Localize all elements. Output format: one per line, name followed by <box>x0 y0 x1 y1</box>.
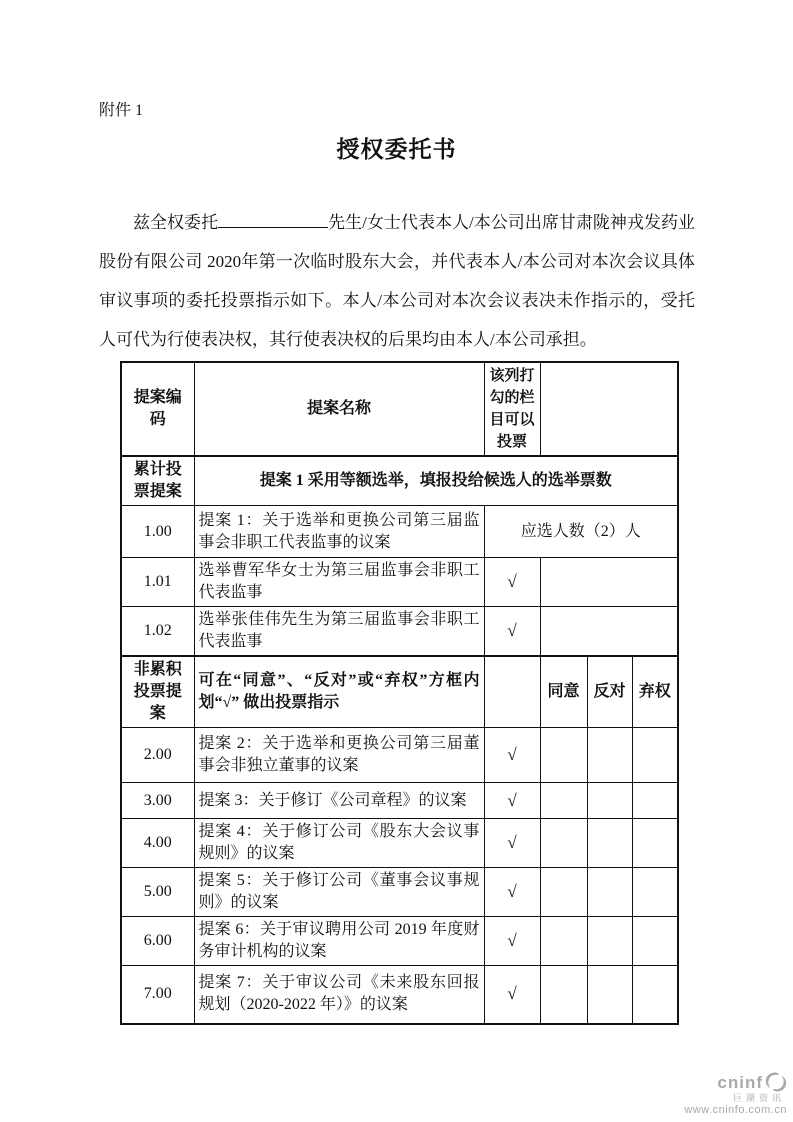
option-header-agree: 同意 <box>540 656 587 728</box>
against-vote-box[interactable] <box>587 819 632 868</box>
voting-instruction-table <box>120 361 679 1025</box>
paragraph-lead-text: 兹全权委托 <box>133 213 219 232</box>
proposal-name: 选举张佳伟先生为第三届监事会非职工代表监事 <box>194 607 484 657</box>
non-cumulative-section-instruction: 可在“同意”、“反对”或“弃权”方框内划“√” 做出投票指示 <box>194 656 484 728</box>
abstain-vote-box[interactable] <box>632 917 678 966</box>
table-row-proposal-4 <box>121 819 678 868</box>
option-header-abstain: 弃权 <box>632 656 678 728</box>
blank-cell <box>484 656 540 728</box>
votable-checkmark: √ <box>484 558 540 607</box>
table-row-proposal-1 <box>121 506 678 558</box>
header-blank-cell <box>540 362 678 456</box>
votable-checkmark: √ <box>484 819 540 868</box>
agree-vote-box[interactable] <box>540 917 587 966</box>
proposal-code: 1.00 <box>121 506 194 558</box>
non-cumulative-section-label: 非累积投票提案 <box>121 656 194 728</box>
attachment-label: 附件 1 <box>99 102 144 119</box>
cumulative-section-header-row <box>121 456 678 506</box>
non-cumulative-section-header-row <box>121 656 678 728</box>
cninfo-url: www.cninfo.com.cn <box>684 1104 787 1116</box>
against-vote-box[interactable] <box>587 868 632 917</box>
abstain-vote-box[interactable] <box>632 728 678 783</box>
abstain-vote-box[interactable] <box>632 783 678 819</box>
abstain-vote-box[interactable] <box>632 819 678 868</box>
candidates-count-note: 应选人数（2）人 <box>484 506 678 558</box>
proposal-name: 提案 5：关于修订公司《董事会议事规则》的议案 <box>194 868 484 917</box>
table-row-proposal-5 <box>121 868 678 917</box>
votable-checkmark: √ <box>484 607 540 657</box>
proposal-code: 4.00 <box>121 819 194 868</box>
table-row-proposal-7 <box>121 966 678 1024</box>
proposal-name: 提案 1：关于选举和更换公司第三届监事会非职工代表监事的议案 <box>194 506 484 558</box>
option-header-against: 反对 <box>587 656 632 728</box>
proposal-name: 提案 4：关于修订公司《股东大会议事规则》的议案 <box>194 819 484 868</box>
cninfo-chinese-name: 巨潮资讯 <box>732 1093 785 1103</box>
votable-checkmark: √ <box>484 917 540 966</box>
col-header-proposal-name: 提案名称 <box>194 362 484 456</box>
cninfo-brand-text: cninf <box>717 1072 763 1092</box>
against-vote-box[interactable] <box>587 966 632 1024</box>
table-header-row <box>121 362 678 456</box>
votable-checkmark: √ <box>484 966 540 1024</box>
against-vote-box[interactable] <box>587 728 632 783</box>
page-title: 授权委托书 <box>336 136 457 162</box>
proposal-code: 5.00 <box>121 868 194 917</box>
cninfo-swirl-icon <box>765 1072 787 1092</box>
table-row-proposal-2 <box>121 728 678 783</box>
proposal-code: 1.02 <box>121 607 194 657</box>
proposal-code: 6.00 <box>121 917 194 966</box>
cninfo-logo-row <box>684 1072 787 1092</box>
cumulative-section-label: 累计投票提案 <box>121 456 194 506</box>
proxy-statement-paragraph <box>99 203 695 359</box>
proposal-code: 2.00 <box>121 728 194 783</box>
table-row-proposal-3 <box>121 783 678 819</box>
table-row-proposal-6 <box>121 917 678 966</box>
table-row-proposal-1-01 <box>121 558 678 607</box>
vote-count-input-cell[interactable] <box>540 558 678 607</box>
proposal-code: 7.00 <box>121 966 194 1024</box>
proposal-name: 提案 2：关于选举和更换公司第三届董事会非独立董事的议案 <box>194 728 484 783</box>
cninfo-logo <box>684 1072 787 1116</box>
proposal-code: 1.01 <box>121 558 194 607</box>
proposal-name: 选举曹军华女士为第三届监事会非职工代表监事 <box>194 558 484 607</box>
col-header-proposal-code: 提案编码 <box>121 362 194 456</box>
abstain-vote-box[interactable] <box>632 868 678 917</box>
agree-vote-box[interactable] <box>540 819 587 868</box>
col-header-votable-note: 该列打勾的栏目可以投票 <box>484 362 540 456</box>
table-row-proposal-1-02 <box>121 607 678 657</box>
cumulative-section-instruction: 提案 1 采用等额选举，填报投给候选人的选举票数 <box>194 456 678 506</box>
proposal-code: 3.00 <box>121 783 194 819</box>
agree-vote-box[interactable] <box>540 783 587 819</box>
against-vote-box[interactable] <box>587 917 632 966</box>
proxy-name-blank-field[interactable] <box>218 210 328 228</box>
proposal-name: 提案 6：关于审议聘用公司 2019 年度财务审计机构的议案 <box>194 917 484 966</box>
agree-vote-box[interactable] <box>540 966 587 1024</box>
paragraph-rest-text: 先生/女士代表本人/本公司出席甘肃陇神戎发药业股份有限公司 2020年第一次临时股东大会，并代表本人/本公司对本次会议具体审议事项的委托投票指示如下。本人/本公司对本次会议表决未作指示的，受托人可代为行使表决权，其行使表决权的后果均由本人/本公司承担。 <box>99 213 696 349</box>
proposal-name: 提案 3：关于修订《公司章程》的议案 <box>194 783 484 819</box>
proposal-name: 提案 7：关于审议公司《未来股东回报规划（2020-2022 年）》的议案 <box>194 966 484 1024</box>
vote-count-input-cell[interactable] <box>540 607 678 657</box>
votable-checkmark: √ <box>484 783 540 819</box>
abstain-vote-box[interactable] <box>632 966 678 1024</box>
agree-vote-box[interactable] <box>540 868 587 917</box>
against-vote-box[interactable] <box>587 783 632 819</box>
votable-checkmark: √ <box>484 868 540 917</box>
votable-checkmark: √ <box>484 728 540 783</box>
agree-vote-box[interactable] <box>540 728 587 783</box>
